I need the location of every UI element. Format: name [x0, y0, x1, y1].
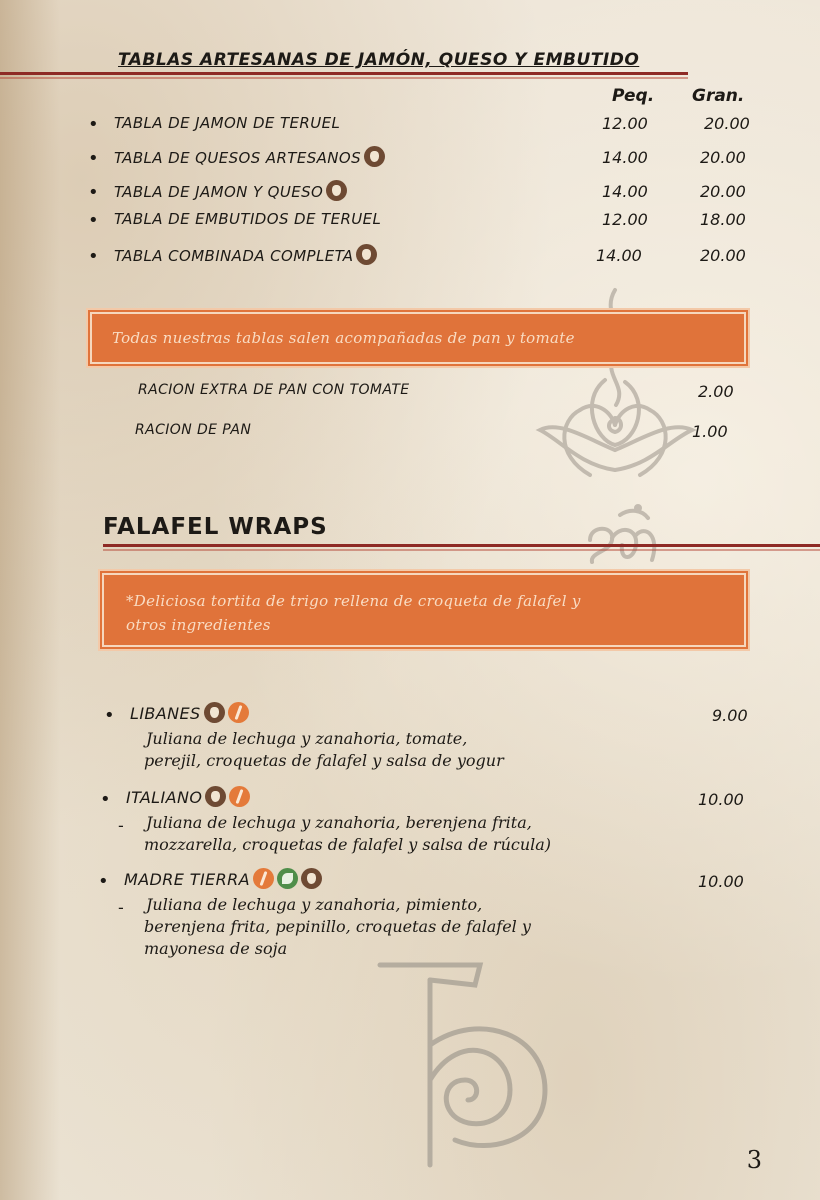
tablas-item-price-small: 14.00 — [596, 246, 642, 265]
column-header-large: Gran. — [692, 86, 745, 106]
tablas-title-rule-shadow — [0, 77, 688, 79]
column-header-small: Peq. — [612, 86, 655, 106]
cheese-badge-icon — [301, 868, 322, 889]
tablas-note-box — [86, 308, 750, 368]
wheat-badge-icon — [228, 702, 249, 723]
bullet-icon: • — [104, 705, 115, 726]
tablas-item-name-text: TABLA DE JAMON DE TERUEL — [114, 114, 341, 132]
tablas-item-name — [114, 182, 347, 203]
tablas-item-price-small: 12.00 — [602, 210, 648, 229]
extra-item-name: RACION DE PAN — [135, 422, 252, 438]
wrap-item-description-line: perejil, croquetas de falafel y salsa de yogur — [144, 751, 504, 770]
wrap-item-description-line: mozzarella, croquetas de falafel y salsa de rúcula) — [144, 835, 552, 854]
tablas-item-price-small: 14.00 — [602, 182, 648, 201]
cheese-badge-icon — [356, 244, 377, 265]
extra-item-price: 2.00 — [698, 382, 734, 401]
tablas-item-name — [114, 210, 381, 228]
wraps-section-title: FALAFEL WRAPS — [103, 514, 328, 540]
wrap-item-name-text: ITALIANO — [126, 788, 203, 807]
wraps-note-line-2: otros ingredientes — [126, 616, 271, 634]
wraps-title-rule-shadow — [103, 549, 820, 551]
tablas-item-name-text: TABLA DE EMBUTIDOS DE TERUEL — [114, 210, 382, 228]
tablas-item-price-small: 12.00 — [602, 114, 648, 133]
bullet-icon: • — [88, 246, 99, 267]
wrap-item-row — [0, 786, 820, 876]
wrap-item-description-line: Juliana de lechuga y zanahoria, pimiento, — [146, 895, 483, 914]
wrap-item-description-line: mayonesa de soja — [144, 939, 288, 958]
tablas-item-row — [0, 180, 820, 210]
bullet-icon: • — [88, 182, 99, 203]
spiral-symbol-watermark-icon — [370, 950, 570, 1170]
tablas-item-price-large: 20.00 — [700, 182, 746, 201]
wrap-item-name — [126, 788, 250, 809]
wrap-item-name — [130, 704, 249, 725]
wraps-note-line-1: *Deliciosa tortita de trigo rellena de croqueta de falafel y — [126, 592, 581, 610]
tablas-item-row — [0, 146, 820, 176]
extra-item-row — [0, 380, 820, 410]
bullet-icon: • — [88, 210, 99, 231]
wrap-item-row — [0, 702, 820, 792]
tablas-item-name — [114, 114, 340, 132]
tablas-item-row — [0, 112, 820, 142]
tablas-section-title: TABLAS ARTESANAS DE JAMÓN, QUESO Y EMBUTIDO — [118, 50, 640, 70]
extra-item-price: 1.00 — [692, 422, 728, 441]
tablas-item-price-small: 14.00 — [602, 148, 648, 167]
tablas-note-text: Todas nuestras tablas salen acompañadas de pan y tomate — [112, 329, 575, 347]
wrap-item-name — [124, 870, 322, 891]
tablas-item-price-large: 20.00 — [704, 114, 750, 133]
description-dash-icon: - — [118, 816, 124, 835]
wrap-item-price: 9.00 — [712, 706, 748, 725]
wrap-item-description-line: Juliana de lechuga y zanahoria, tomate, — [146, 729, 468, 748]
tablas-item-row — [0, 244, 820, 274]
cheese-badge-icon — [205, 786, 226, 807]
vegan-badge-icon — [277, 868, 298, 889]
wrap-item-price: 10.00 — [698, 872, 744, 891]
tablas-item-row — [0, 208, 820, 238]
wrap-item-description-line: berenjena frita, pepinillo, croquetas de falafel y — [144, 917, 531, 936]
tablas-item-name-text: TABLA DE QUESOS ARTESANOS — [114, 149, 362, 167]
tablas-item-name — [114, 148, 385, 169]
wrap-item-name-text: MADRE TIERRA — [124, 870, 250, 889]
tablas-item-name-text: TABLA COMBINADA COMPLETA — [114, 247, 354, 265]
tablas-item-name-text: TABLA DE JAMON Y QUESO — [114, 183, 324, 201]
cheese-badge-icon — [326, 180, 347, 201]
tablas-item-price-large: 18.00 — [700, 210, 746, 229]
wheat-badge-icon — [229, 786, 250, 807]
page-number: 3 — [746, 1146, 762, 1174]
extra-item-row — [0, 420, 820, 450]
bullet-icon: • — [88, 114, 99, 135]
wraps-title-rule — [103, 544, 820, 547]
cheese-badge-icon — [204, 702, 225, 723]
tablas-title-rule — [0, 72, 688, 75]
bullet-icon: • — [98, 871, 109, 892]
cheese-badge-icon — [364, 146, 385, 167]
description-dash-icon: - — [118, 898, 124, 917]
bullet-icon: • — [100, 789, 111, 810]
extra-item-name: RACION EXTRA DE PAN CON TOMATE — [138, 382, 410, 398]
tablas-item-name — [114, 246, 377, 267]
wheat-badge-icon — [253, 868, 274, 889]
wraps-note-box — [98, 569, 750, 651]
bullet-icon: • — [88, 148, 99, 169]
wrap-item-name-text: LIBANES — [130, 704, 201, 723]
wrap-item-price: 10.00 — [698, 790, 744, 809]
tablas-item-price-large: 20.00 — [700, 246, 746, 265]
wrap-item-description-line: Juliana de lechuga y zanahoria, berenjena frita, — [146, 813, 532, 832]
wrap-item-row — [0, 868, 820, 958]
tablas-item-price-large: 20.00 — [700, 148, 746, 167]
